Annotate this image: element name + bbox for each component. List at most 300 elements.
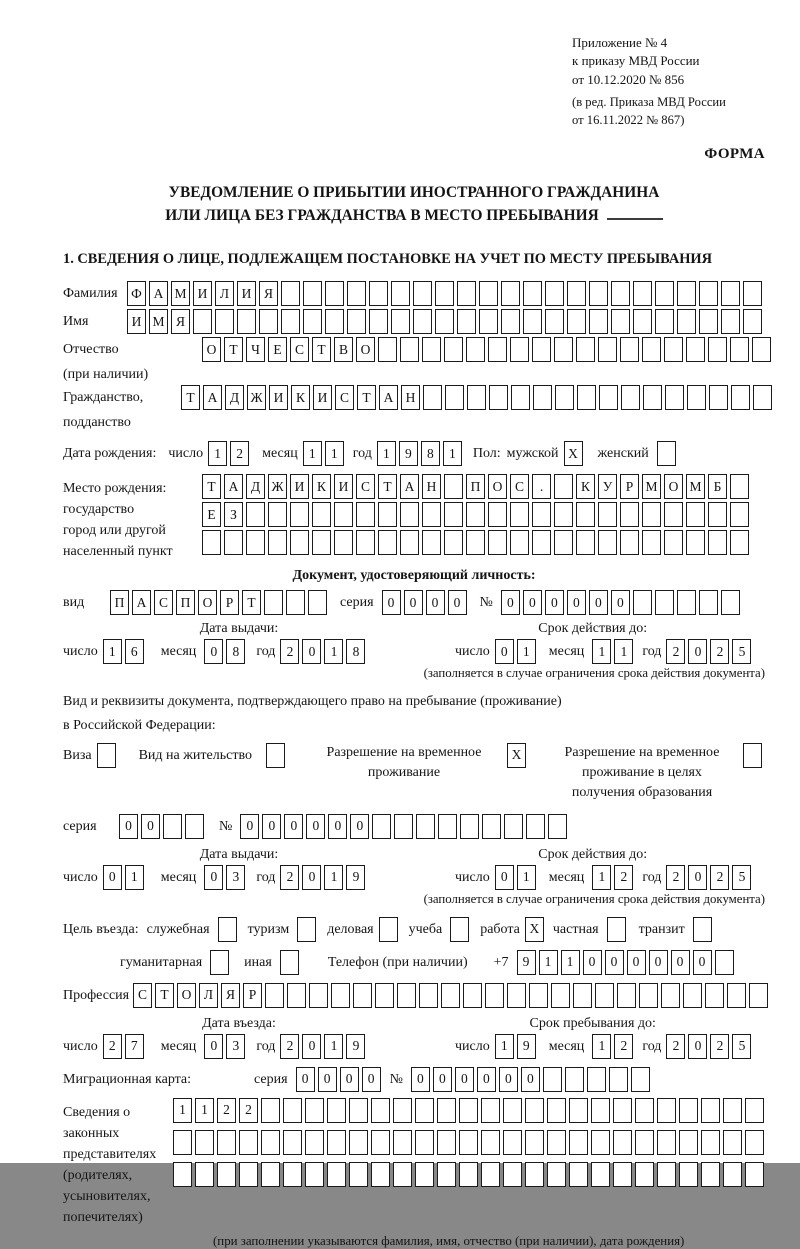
char-cell[interactable] <box>664 530 683 555</box>
char-cell[interactable] <box>677 309 696 334</box>
char-cell[interactable] <box>523 281 542 306</box>
char-cell[interactable]: Е <box>268 337 287 362</box>
char-cell[interactable]: 3 <box>226 1034 245 1059</box>
char-cell[interactable]: С <box>154 590 173 615</box>
char-cell[interactable]: 2 <box>230 441 249 466</box>
char-cell[interactable]: Я <box>171 309 190 334</box>
char-cell[interactable]: 1 <box>325 441 344 466</box>
char-cell[interactable] <box>466 530 485 555</box>
char-cell[interactable] <box>589 281 608 306</box>
char-cell[interactable]: М <box>686 474 705 499</box>
char-cell[interactable] <box>657 1130 676 1155</box>
char-cell[interactable]: О <box>198 590 217 615</box>
char-cell[interactable] <box>378 502 397 527</box>
char-cell[interactable]: К <box>576 474 595 499</box>
char-cell[interactable] <box>591 1162 610 1187</box>
char-cell[interactable]: Б <box>708 474 727 499</box>
char-cell[interactable] <box>481 1130 500 1155</box>
char-cell[interactable] <box>633 590 652 615</box>
char-cell[interactable] <box>715 950 734 975</box>
char-cell[interactable] <box>655 309 674 334</box>
char-cell[interactable]: П <box>110 590 129 615</box>
char-cell[interactable] <box>488 530 507 555</box>
char-cell[interactable]: 0 <box>302 865 321 890</box>
char-cell[interactable] <box>283 1162 302 1187</box>
char-cell[interactable] <box>325 281 344 306</box>
char-cell[interactable] <box>237 309 256 334</box>
char-cell[interactable]: 1 <box>495 1034 514 1059</box>
char-cell[interactable]: 2 <box>710 639 729 664</box>
char-cell[interactable] <box>246 530 265 555</box>
char-cell[interactable] <box>305 1162 324 1187</box>
char-cell[interactable]: 0 <box>688 865 707 890</box>
char-cell[interactable] <box>723 1162 742 1187</box>
char-cell[interactable]: И <box>290 474 309 499</box>
checkbox-cell[interactable]: X <box>525 917 544 942</box>
char-cell[interactable]: 2 <box>614 1034 633 1059</box>
char-cell[interactable] <box>331 983 350 1008</box>
char-cell[interactable]: 1 <box>208 441 227 466</box>
char-cell[interactable] <box>633 309 652 334</box>
char-cell[interactable]: Т <box>312 337 331 362</box>
char-cell[interactable] <box>573 983 592 1008</box>
char-cell[interactable] <box>305 1130 324 1155</box>
char-cell[interactable] <box>753 385 772 410</box>
char-cell[interactable]: Т <box>242 590 261 615</box>
char-cell[interactable]: 0 <box>284 814 303 839</box>
char-cell[interactable]: Т <box>181 385 200 410</box>
char-cell[interactable] <box>576 502 595 527</box>
checkbox-cell[interactable]: X <box>564 441 583 466</box>
char-cell[interactable] <box>217 1130 236 1155</box>
char-cell[interactable]: 2 <box>666 639 685 664</box>
char-cell[interactable]: 0 <box>693 950 712 975</box>
char-cell[interactable] <box>217 1162 236 1187</box>
char-cell[interactable]: 1 <box>303 441 322 466</box>
char-cell[interactable] <box>202 530 221 555</box>
char-cell[interactable] <box>727 983 746 1008</box>
char-cell[interactable]: 0 <box>318 1067 337 1092</box>
char-cell[interactable] <box>721 590 740 615</box>
char-cell[interactable]: И <box>127 309 146 334</box>
char-cell[interactable] <box>444 530 463 555</box>
char-cell[interactable] <box>633 281 652 306</box>
char-cell[interactable]: И <box>334 474 353 499</box>
char-cell[interactable]: 0 <box>306 814 325 839</box>
char-cell[interactable] <box>391 309 410 334</box>
char-cell[interactable] <box>686 502 705 527</box>
char-cell[interactable]: 0 <box>350 814 369 839</box>
char-cell[interactable]: 0 <box>382 590 401 615</box>
char-cell[interactable]: А <box>400 474 419 499</box>
char-cell[interactable] <box>730 502 749 527</box>
char-cell[interactable]: 0 <box>611 590 630 615</box>
char-cell[interactable] <box>416 814 435 839</box>
char-cell[interactable] <box>687 385 706 410</box>
char-cell[interactable] <box>617 983 636 1008</box>
char-cell[interactable]: Л <box>215 281 234 306</box>
char-cell[interactable] <box>394 814 413 839</box>
char-cell[interactable]: 0 <box>433 1067 452 1092</box>
char-cell[interactable] <box>749 983 768 1008</box>
char-cell[interactable] <box>723 1098 742 1123</box>
char-cell[interactable] <box>422 502 441 527</box>
char-cell[interactable] <box>686 337 705 362</box>
char-cell[interactable] <box>397 983 416 1008</box>
char-cell[interactable] <box>599 385 618 410</box>
char-cell[interactable] <box>481 1098 500 1123</box>
char-cell[interactable] <box>371 1130 390 1155</box>
char-cell[interactable] <box>547 1130 566 1155</box>
char-cell[interactable] <box>441 983 460 1008</box>
char-cell[interactable] <box>621 385 640 410</box>
char-cell[interactable] <box>532 502 551 527</box>
char-cell[interactable] <box>503 1098 522 1123</box>
char-cell[interactable]: С <box>335 385 354 410</box>
char-cell[interactable] <box>369 281 388 306</box>
char-cell[interactable] <box>460 814 479 839</box>
char-cell[interactable] <box>435 281 454 306</box>
char-cell[interactable] <box>631 1067 650 1092</box>
char-cell[interactable]: 1 <box>125 865 144 890</box>
char-cell[interactable] <box>598 502 617 527</box>
char-cell[interactable]: Д <box>246 474 265 499</box>
char-cell[interactable] <box>224 530 243 555</box>
char-cell[interactable]: 3 <box>226 865 245 890</box>
char-cell[interactable] <box>173 1130 192 1155</box>
checkbox-cell[interactable] <box>743 743 762 768</box>
char-cell[interactable]: А <box>379 385 398 410</box>
char-cell[interactable]: 2 <box>239 1098 258 1123</box>
char-cell[interactable] <box>503 1162 522 1187</box>
char-cell[interactable]: И <box>193 281 212 306</box>
char-cell[interactable] <box>415 1130 434 1155</box>
char-cell[interactable]: . <box>532 474 551 499</box>
char-cell[interactable]: 1 <box>377 441 396 466</box>
char-cell[interactable] <box>334 530 353 555</box>
char-cell[interactable]: 2 <box>280 639 299 664</box>
char-cell[interactable]: И <box>313 385 332 410</box>
char-cell[interactable] <box>283 1130 302 1155</box>
char-cell[interactable] <box>466 337 485 362</box>
char-cell[interactable] <box>665 385 684 410</box>
char-cell[interactable] <box>356 502 375 527</box>
char-cell[interactable] <box>569 1098 588 1123</box>
char-cell[interactable] <box>239 1130 258 1155</box>
char-cell[interactable] <box>743 309 762 334</box>
char-cell[interactable] <box>598 530 617 555</box>
char-cell[interactable] <box>731 385 750 410</box>
char-cell[interactable]: Я <box>221 983 240 1008</box>
char-cell[interactable] <box>215 309 234 334</box>
char-cell[interactable] <box>545 281 564 306</box>
char-cell[interactable]: Ф <box>127 281 146 306</box>
char-cell[interactable] <box>246 502 265 527</box>
char-cell[interactable] <box>551 983 570 1008</box>
char-cell[interactable] <box>268 530 287 555</box>
char-cell[interactable] <box>356 530 375 555</box>
char-cell[interactable] <box>349 1162 368 1187</box>
char-cell[interactable] <box>261 1162 280 1187</box>
char-cell[interactable] <box>679 1098 698 1123</box>
char-cell[interactable]: 2 <box>103 1034 122 1059</box>
char-cell[interactable] <box>485 983 504 1008</box>
char-cell[interactable]: Т <box>202 474 221 499</box>
char-cell[interactable] <box>591 1098 610 1123</box>
char-cell[interactable]: С <box>133 983 152 1008</box>
char-cell[interactable]: 0 <box>340 1067 359 1092</box>
char-cell[interactable]: А <box>149 281 168 306</box>
char-cell[interactable]: 0 <box>688 639 707 664</box>
char-cell[interactable] <box>185 814 204 839</box>
char-cell[interactable] <box>195 1162 214 1187</box>
char-cell[interactable] <box>259 309 278 334</box>
char-cell[interactable] <box>281 309 300 334</box>
char-cell[interactable] <box>510 530 529 555</box>
char-cell[interactable]: О <box>664 474 683 499</box>
char-cell[interactable] <box>635 1098 654 1123</box>
char-cell[interactable] <box>529 983 548 1008</box>
char-cell[interactable] <box>415 1162 434 1187</box>
char-cell[interactable] <box>555 385 574 410</box>
char-cell[interactable] <box>730 337 749 362</box>
char-cell[interactable]: 0 <box>649 950 668 975</box>
char-cell[interactable] <box>347 281 366 306</box>
char-cell[interactable] <box>437 1162 456 1187</box>
char-cell[interactable]: 5 <box>732 639 751 664</box>
char-cell[interactable]: 0 <box>455 1067 474 1092</box>
checkbox-cell[interactable] <box>657 441 676 466</box>
char-cell[interactable] <box>463 983 482 1008</box>
char-cell[interactable]: Е <box>202 502 221 527</box>
char-cell[interactable]: 9 <box>517 950 536 975</box>
char-cell[interactable]: 0 <box>688 1034 707 1059</box>
checkbox-cell[interactable] <box>218 917 237 942</box>
char-cell[interactable] <box>577 385 596 410</box>
char-cell[interactable] <box>532 337 551 362</box>
char-cell[interactable]: К <box>291 385 310 410</box>
char-cell[interactable] <box>554 502 573 527</box>
char-cell[interactable] <box>422 337 441 362</box>
char-cell[interactable] <box>569 1130 588 1155</box>
char-cell[interactable]: 1 <box>195 1098 214 1123</box>
char-cell[interactable] <box>730 474 749 499</box>
char-cell[interactable]: 8 <box>346 639 365 664</box>
checkbox-cell[interactable] <box>379 917 398 942</box>
char-cell[interactable] <box>655 590 674 615</box>
char-cell[interactable]: 0 <box>262 814 281 839</box>
char-cell[interactable] <box>327 1098 346 1123</box>
checkbox-cell[interactable] <box>280 950 299 975</box>
char-cell[interactable]: 2 <box>710 1034 729 1059</box>
char-cell[interactable]: Т <box>357 385 376 410</box>
char-cell[interactable] <box>501 281 520 306</box>
char-cell[interactable] <box>510 337 529 362</box>
char-cell[interactable] <box>642 337 661 362</box>
checkbox-cell[interactable] <box>607 917 626 942</box>
char-cell[interactable] <box>261 1130 280 1155</box>
char-cell[interactable] <box>752 337 771 362</box>
char-cell[interactable]: 2 <box>666 865 685 890</box>
char-cell[interactable] <box>445 385 464 410</box>
char-cell[interactable] <box>488 502 507 527</box>
char-cell[interactable] <box>393 1162 412 1187</box>
char-cell[interactable] <box>569 1162 588 1187</box>
char-cell[interactable]: 1 <box>517 639 536 664</box>
char-cell[interactable]: 0 <box>627 950 646 975</box>
checkbox-cell[interactable] <box>97 743 116 768</box>
char-cell[interactable]: 0 <box>328 814 347 839</box>
char-cell[interactable] <box>613 1098 632 1123</box>
char-cell[interactable] <box>325 309 344 334</box>
char-cell[interactable] <box>547 1098 566 1123</box>
char-cell[interactable] <box>501 309 520 334</box>
char-cell[interactable] <box>708 502 727 527</box>
char-cell[interactable]: 1 <box>324 865 343 890</box>
char-cell[interactable] <box>613 1162 632 1187</box>
char-cell[interactable] <box>466 502 485 527</box>
char-cell[interactable]: 1 <box>517 865 536 890</box>
char-cell[interactable] <box>677 590 696 615</box>
char-cell[interactable] <box>701 1162 720 1187</box>
char-cell[interactable] <box>444 502 463 527</box>
char-cell[interactable] <box>709 385 728 410</box>
char-cell[interactable]: Я <box>259 281 278 306</box>
char-cell[interactable] <box>611 281 630 306</box>
char-cell[interactable]: 0 <box>523 590 542 615</box>
char-cell[interactable] <box>545 309 564 334</box>
char-cell[interactable] <box>743 281 762 306</box>
char-cell[interactable]: 0 <box>103 865 122 890</box>
char-cell[interactable]: 0 <box>583 950 602 975</box>
char-cell[interactable] <box>290 530 309 555</box>
char-cell[interactable]: 0 <box>119 814 138 839</box>
char-cell[interactable]: 0 <box>501 590 520 615</box>
char-cell[interactable]: 0 <box>296 1067 315 1092</box>
char-cell[interactable] <box>507 983 526 1008</box>
char-cell[interactable]: 2 <box>710 865 729 890</box>
char-cell[interactable] <box>195 1130 214 1155</box>
char-cell[interactable] <box>479 309 498 334</box>
char-cell[interactable]: 1 <box>173 1098 192 1123</box>
char-cell[interactable] <box>661 983 680 1008</box>
char-cell[interactable]: П <box>466 474 485 499</box>
char-cell[interactable]: 0 <box>204 1034 223 1059</box>
char-cell[interactable] <box>413 309 432 334</box>
char-cell[interactable] <box>699 281 718 306</box>
char-cell[interactable] <box>587 1067 606 1092</box>
char-cell[interactable] <box>305 1098 324 1123</box>
char-cell[interactable]: О <box>356 337 375 362</box>
char-cell[interactable] <box>347 309 366 334</box>
char-cell[interactable] <box>620 502 639 527</box>
char-cell[interactable]: 5 <box>732 1034 751 1059</box>
char-cell[interactable] <box>554 337 573 362</box>
char-cell[interactable]: А <box>203 385 222 410</box>
char-cell[interactable] <box>481 1162 500 1187</box>
char-cell[interactable] <box>745 1098 764 1123</box>
char-cell[interactable] <box>303 281 322 306</box>
char-cell[interactable] <box>283 1098 302 1123</box>
char-cell[interactable] <box>657 1162 676 1187</box>
char-cell[interactable] <box>437 1130 456 1155</box>
char-cell[interactable] <box>567 309 586 334</box>
char-cell[interactable]: Н <box>401 385 420 410</box>
char-cell[interactable] <box>378 337 397 362</box>
char-cell[interactable] <box>686 530 705 555</box>
char-cell[interactable] <box>281 281 300 306</box>
char-cell[interactable] <box>391 281 410 306</box>
checkbox-cell[interactable] <box>297 917 316 942</box>
char-cell[interactable]: З <box>224 502 243 527</box>
char-cell[interactable]: 0 <box>362 1067 381 1092</box>
char-cell[interactable] <box>467 385 486 410</box>
char-cell[interactable] <box>598 337 617 362</box>
checkbox-cell[interactable] <box>693 917 712 942</box>
char-cell[interactable] <box>327 1130 346 1155</box>
char-cell[interactable] <box>261 1098 280 1123</box>
char-cell[interactable]: 1 <box>561 950 580 975</box>
char-cell[interactable] <box>303 309 322 334</box>
char-cell[interactable] <box>611 309 630 334</box>
char-cell[interactable]: 1 <box>592 1034 611 1059</box>
char-cell[interactable]: Ж <box>268 474 287 499</box>
char-cell[interactable] <box>525 1162 544 1187</box>
char-cell[interactable] <box>664 502 683 527</box>
char-cell[interactable]: 9 <box>399 441 418 466</box>
char-cell[interactable]: 0 <box>302 639 321 664</box>
char-cell[interactable]: 0 <box>567 590 586 615</box>
char-cell[interactable] <box>635 1130 654 1155</box>
char-cell[interactable] <box>308 590 327 615</box>
char-cell[interactable] <box>642 530 661 555</box>
char-cell[interactable]: А <box>132 590 151 615</box>
char-cell[interactable] <box>664 337 683 362</box>
char-cell[interactable] <box>554 474 573 499</box>
char-cell[interactable] <box>444 474 463 499</box>
char-cell[interactable] <box>371 1098 390 1123</box>
char-cell[interactable] <box>375 983 394 1008</box>
char-cell[interactable] <box>655 281 674 306</box>
char-cell[interactable]: У <box>598 474 617 499</box>
char-cell[interactable] <box>548 814 567 839</box>
char-cell[interactable] <box>393 1098 412 1123</box>
char-cell[interactable]: 0 <box>302 1034 321 1059</box>
char-cell[interactable] <box>510 502 529 527</box>
char-cell[interactable] <box>239 1162 258 1187</box>
char-cell[interactable]: Р <box>620 474 639 499</box>
char-cell[interactable]: 9 <box>517 1034 536 1059</box>
checkbox-cell[interactable] <box>450 917 469 942</box>
char-cell[interactable]: Ж <box>247 385 266 410</box>
char-cell[interactable] <box>589 309 608 334</box>
char-cell[interactable] <box>444 337 463 362</box>
char-cell[interactable] <box>378 530 397 555</box>
char-cell[interactable] <box>457 309 476 334</box>
char-cell[interactable]: 1 <box>324 639 343 664</box>
char-cell[interactable] <box>620 530 639 555</box>
char-cell[interactable] <box>353 983 372 1008</box>
char-cell[interactable]: Т <box>155 983 174 1008</box>
char-cell[interactable] <box>459 1098 478 1123</box>
checkbox-cell[interactable]: X <box>507 743 526 768</box>
char-cell[interactable]: 8 <box>421 441 440 466</box>
char-cell[interactable] <box>721 281 740 306</box>
char-cell[interactable] <box>309 983 328 1008</box>
char-cell[interactable]: 0 <box>495 639 514 664</box>
char-cell[interactable] <box>708 530 727 555</box>
char-cell[interactable] <box>312 502 331 527</box>
